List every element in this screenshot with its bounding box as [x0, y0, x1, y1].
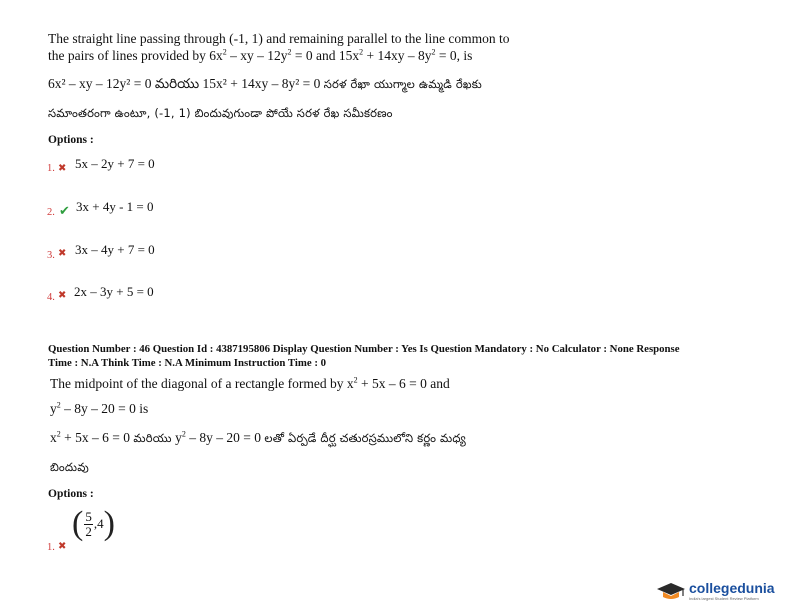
check-icon: ✔ [59, 203, 70, 218]
q45-option-1[interactable]: 1. ✖ 5x – 2y + 7 = 0 [47, 156, 155, 174]
cross-icon: ✖ [58, 541, 67, 552]
q45-telugu-line1: 6x² – xy – 12y² = 0 మరియు 15x² + 14xy – 8y² = 0 సరళ రేఖా యుగ్మాల ఉమ్మడి రేఖకు [48, 76, 482, 91]
option-fraction: ( $\frac{5}{2}$ ,4 ) [72, 505, 115, 542]
q45-option-3[interactable]: 3. ✖ 3x – 4y + 7 = 0 [47, 242, 155, 261]
collegedunia-logo [656, 580, 775, 601]
option-text: 5x – 2y + 7 = 0 [75, 156, 155, 171]
q46-meta-line1: Question Number : 46 Question Id : 4387195806 Display Question Number : Yes Is Question Mandatory : No Calculator : None Response [48, 343, 680, 355]
q45-english-line1: The straight line passing through (-1, 1) and remaining parallel to the line common to [48, 31, 510, 46]
graduation-cap-icon [656, 581, 686, 601]
cross-icon: ✖ [58, 163, 67, 174]
q46-english-line2: $y^2 - 8y - 20 = 0$ is [50, 400, 149, 416]
q45-option-2[interactable]: 2. ✔ 3x + 4y - 1 = 0 [47, 199, 154, 218]
cross-icon: ✖ [58, 248, 67, 259]
option-text: 2x – 3y + 5 = 0 [74, 284, 154, 299]
q45-options-label: Options : [48, 134, 94, 146]
q45-option-4[interactable]: 4. ✖ 2x – 3y + 5 = 0 [47, 284, 154, 303]
q46-telugu-line1: $x^2 + 5x - 6 = 0$ మరియు $y^2 - 8y - 20 = 0$ లతో ఏర్పడే దీర్ఘ చతురస్రములోని కర్ణం మధ్య [50, 429, 466, 445]
option-text: 3x + 4y - 1 = 0 [76, 199, 154, 214]
option-text: 3x – 4y + 7 = 0 [75, 242, 155, 257]
q45-telugu-line2: సమాంతరంగా ఉంటూ, (-1, 1) బిందువుగుండా పోయే సరళ రేఖ సమీకరణం [48, 106, 393, 120]
q46-option-1[interactable]: 1. ✖ ( $\frac{5}{2}$ ,4 ) [47, 505, 115, 553]
q46-meta-line2: Time : N.A Think Time : N.A Minimum Instruction Time : 0 [48, 357, 327, 369]
q46-english-line1: The midpoint of the diagonal of a rectangle formed by $x^2 + 5x - 6 = 0$ and [50, 375, 450, 391]
logo-tagline: India's largest Student Review Platform [689, 596, 759, 601]
q45-english-line2: the pairs of lines provided by $6x^2$ – xy – $12y^2 = 0$ and $15x^2 + 14xy - 8y^2 = 0$, is [48, 47, 473, 63]
q46-telugu-line2: బిందువు [50, 460, 89, 474]
logo-name: collegedunia [689, 580, 775, 596]
cross-icon: ✖ [58, 290, 67, 301]
q46-options-label: Options : [48, 488, 94, 500]
